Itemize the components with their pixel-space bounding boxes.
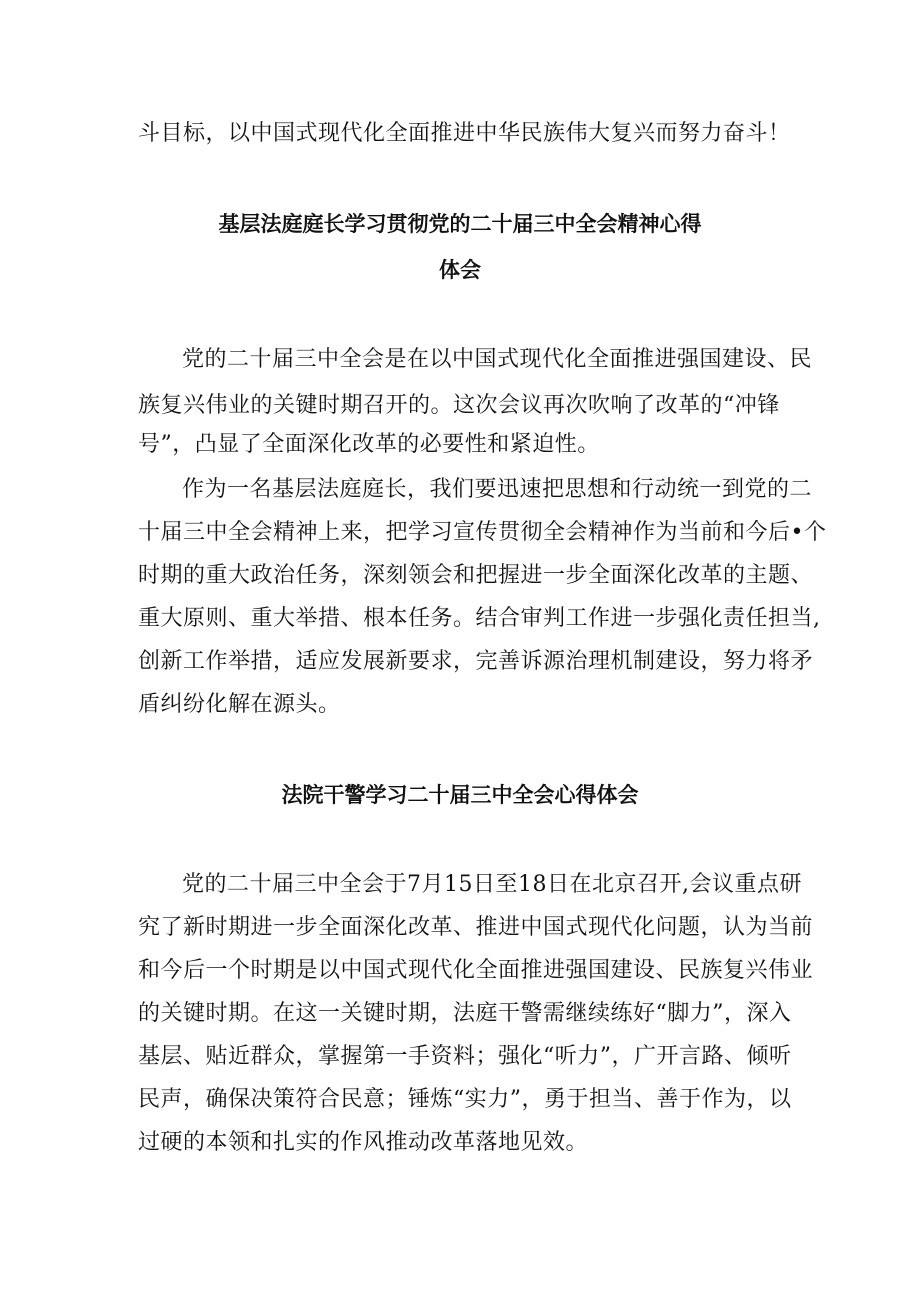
paragraph-line: 时期的重大政治任务，深刻领会和把握进一步全面深化改革的主题、 [138,563,814,588]
paragraph-line: 党的二十届三中全会于7月15日至18日在北京召开,会议重点研 [182,872,802,897]
paragraph-line: 十届三中全会精神上来，把学习宣传贯彻全会精神作为当前和今后•个 [138,520,827,545]
article2-title: 法院干警学习二十届三中全会心得体会 [281,783,639,807]
paragraph-line: 党的二十届三中全会是在以中国式现代化全面推进强国建设、民 [182,347,813,372]
paragraph-line: 作为一名基层法庭庭长，我们要迅速把思想和行动统一到党的二 [182,477,813,502]
paragraph-line: 的关键时期。在这一关键时期，法庭干警需继续练好“脚力”，深入 [138,1001,792,1026]
paragraph-line: 族复兴伟业的关键时期召开的。这次会议再次吹响了改革的“冲锋 [138,393,780,418]
paragraph-line: 创新工作举措，适应发展新要求，完善诉源治理机制建设，努力将矛 [138,649,814,674]
paragraph-line: 基层、贴近群众，掌握第一手资料；强化“听力”，广开言路、倾听 [138,1044,792,1069]
paragraph-line: 究了新时期进一步全面深化改革、推进中国式现代化问题，认为当前 [138,915,814,940]
paragraph-line: 和今后一个时期是以中国式现代化全面推进强国建设、民族复兴伟业 [138,958,814,983]
article1-title-line2: 体会 [439,258,481,282]
paragraph-line: 重大原则、重大举措、根本任务。结合审判工作进一步强化责任担当, [138,606,821,631]
article1-title-line1: 基层法庭庭长学习贯彻党的二十届三中全会精神心得 [218,212,702,236]
paragraph-line: 盾纠纷化解在源头。 [138,692,341,717]
intro-closing-line: 斗目标，以中国式现代化全面推进中华民族伟大复兴而努力奋斗！ [138,121,791,146]
paragraph-line: 号”，凸显了全面深化改革的必要性和紧迫性。 [138,432,600,457]
paragraph-line: 民声，确保决策符合民意；锤炼“实力”，勇于担当、善于作为，以 [138,1087,792,1112]
paragraph-line: 过硬的本领和扎实的作风推动改革落地见效。 [138,1130,589,1155]
